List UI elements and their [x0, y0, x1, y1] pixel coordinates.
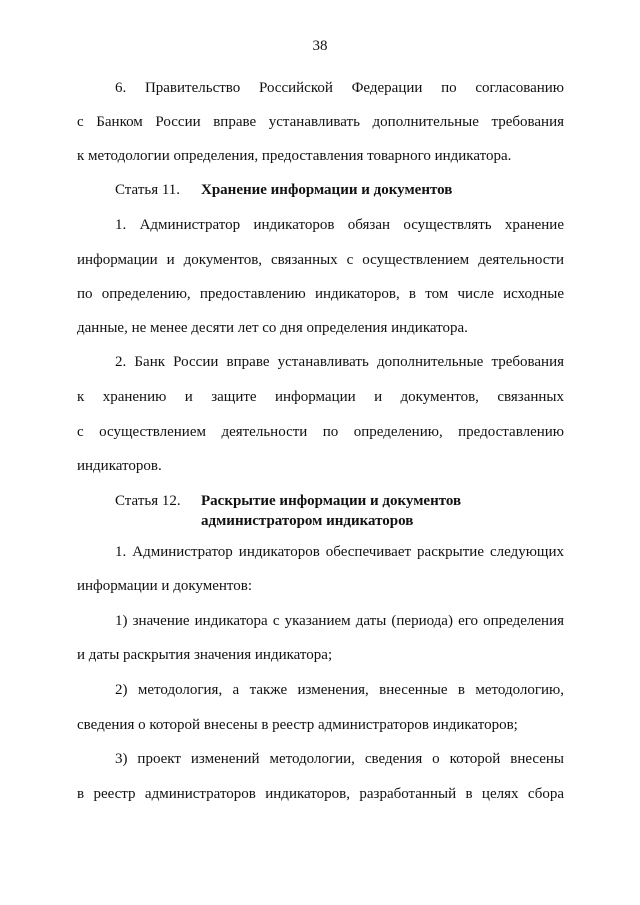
paragraph-line: информации и документов, связанных с осуществлением деятельности [77, 252, 564, 268]
paragraph-line: по определению, предоставлению индикаторов, в том числе исходные [77, 286, 564, 302]
list-item-line: в реестр администраторов индикаторов, разработанный в целях сбора [77, 786, 564, 802]
article-11-title: Хранение информации и документов [201, 182, 453, 198]
paragraph-line: 2. Банк России вправе устанавливать дополнительные требования [115, 354, 564, 370]
paragraph-line: с осуществлением деятельности по определению, предоставлению [77, 424, 564, 440]
article-12-label: Статья 12. [115, 493, 181, 509]
list-item-line: 1) значение индикатора с указанием даты (периода) его определения [115, 613, 564, 629]
list-item-line: 3) проект изменений методологии, сведения о которой внесены [115, 751, 564, 767]
paragraph-line: с Банком России вправе устанавливать дополнительные требования [77, 114, 564, 130]
paragraph-line: данные, не менее десяти лет со дня определения индикатора. [77, 320, 468, 336]
article-11-label: Статья 11. [115, 182, 181, 198]
paragraph-line: 1. Администратор индикаторов обеспечивает раскрытие следующих [115, 544, 564, 560]
paragraph-line: 1. Администратор индикаторов обязан осуществлять хранение [115, 217, 564, 233]
list-item-line: и даты раскрытия значения индикатора; [77, 647, 333, 663]
page-number: 38 [312, 38, 328, 54]
article-12-title: Раскрытие информации и документов администратором индикаторов [201, 493, 462, 529]
paragraph-line: информации и документов: [77, 578, 252, 594]
list-item-line: 2) методология, а также изменения, внесенные в методологию, [115, 682, 564, 698]
paragraph-line: к хранению и защите информации и документов, связанных [77, 389, 564, 405]
paragraph-line: к методологии определения, предоставления товарного индикатора. [77, 148, 512, 164]
paragraph-line: индикаторов. [77, 458, 162, 474]
list-item-line: сведения о которой внесены в реестр администраторов индикаторов; [77, 717, 518, 733]
paragraph-line: 6. Правительство Российской Федерации по согласованию [115, 80, 564, 96]
